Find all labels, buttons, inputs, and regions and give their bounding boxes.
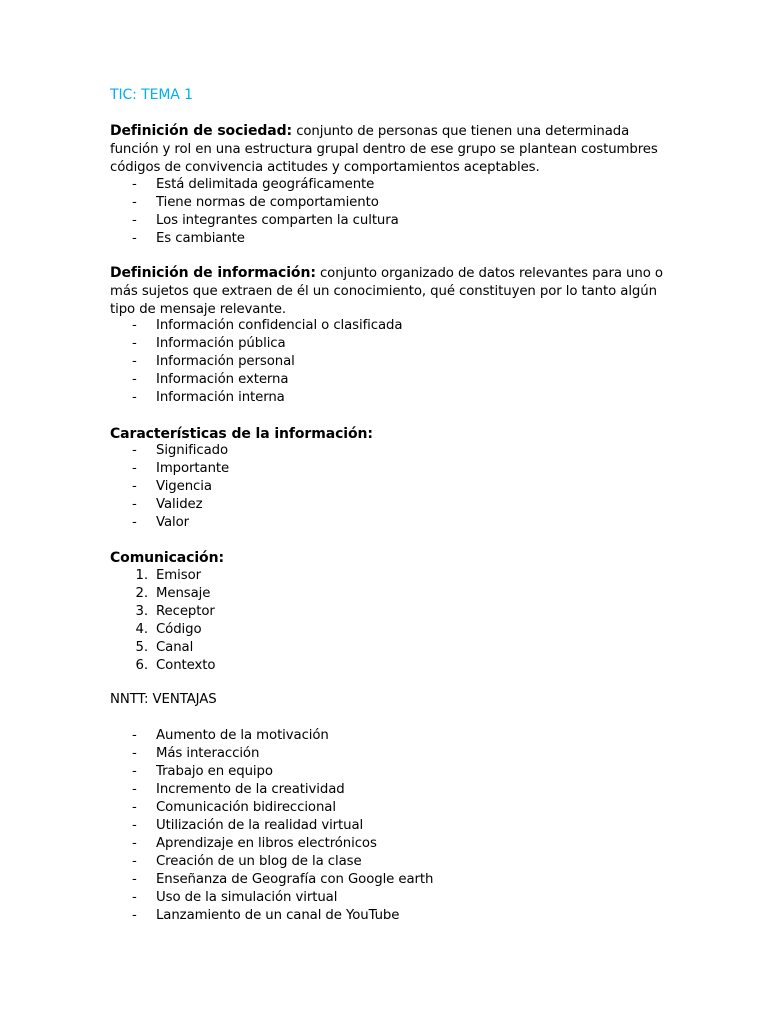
list-item-text: Enseñanza de Geografía con Google earth: [156, 872, 434, 887]
list-item: [110, 745, 670, 763]
caracteristicas-list: [110, 442, 670, 532]
list-item: [110, 603, 670, 621]
list-item-text: Información pública: [156, 336, 286, 351]
list-item: [110, 639, 670, 657]
list-item-text: Información interna: [156, 390, 285, 405]
list-item: [110, 371, 670, 389]
dash-marker: -: [132, 231, 137, 246]
list-item: [110, 871, 670, 889]
comunicacion-list: [110, 567, 670, 675]
number-marker: 5.: [135, 640, 148, 655]
sociedad-text: conjunto de personas que tienen una determinada función y rol en una estructura grupal dentro de ese grupo se plantean costumbres códigos de convivencia actitudes y comportamientos aceptables.: [110, 124, 658, 175]
dash-marker: -: [132, 764, 137, 779]
list-item: [110, 194, 670, 212]
list-item-text: Aumento de la motivación: [156, 728, 329, 743]
list-item: [110, 889, 670, 907]
list-item: [110, 763, 670, 781]
list-item-text: Información externa: [156, 372, 289, 387]
list-item-text: Tiene normas de comportamiento: [156, 195, 379, 210]
sociedad-definition: [110, 122, 670, 177]
sociedad-list: [110, 176, 670, 248]
list-item-text: Canal: [156, 640, 194, 655]
dash-marker: -: [132, 515, 137, 530]
dash-marker: -: [132, 800, 137, 815]
list-item: [110, 317, 670, 335]
dash-marker: -: [132, 836, 137, 851]
dash-marker: -: [132, 177, 137, 192]
comunicacion-heading: Comunicación:: [110, 550, 224, 566]
dash-marker: -: [132, 854, 137, 869]
dash-marker: -: [132, 479, 137, 494]
list-item: [110, 585, 670, 603]
dash-marker: -: [132, 390, 137, 405]
number-marker: 1.: [135, 568, 148, 583]
dash-marker: -: [132, 890, 137, 905]
list-item-text: Validez: [156, 497, 203, 512]
dash-marker: -: [132, 728, 137, 743]
list-item: [110, 212, 670, 230]
sociedad-lead: Definición de sociedad:: [110, 123, 293, 139]
dash-marker: -: [132, 908, 137, 923]
list-item-text: Es cambiante: [156, 231, 245, 246]
dash-marker: -: [132, 461, 137, 476]
informacion-list: [110, 317, 670, 407]
dash-marker: -: [132, 872, 137, 887]
number-marker: 3.: [135, 604, 148, 619]
list-item: [110, 781, 670, 799]
list-item: [110, 799, 670, 817]
list-item-text: Significado: [156, 443, 229, 458]
document-title: TIC: TEMA 1: [110, 87, 193, 103]
dash-marker: -: [132, 497, 137, 512]
list-item: [110, 567, 670, 585]
list-item-text: Incremento de la creatividad: [156, 782, 345, 797]
dash-marker: -: [132, 782, 137, 797]
list-item: [110, 621, 670, 639]
list-item-text: Emisor: [156, 568, 201, 583]
dash-marker: -: [132, 354, 137, 369]
list-item-text: Valor: [156, 515, 190, 530]
list-item: [110, 657, 670, 675]
list-item: [110, 817, 670, 835]
list-item: [110, 727, 670, 745]
list-item-text: Trabajo en equipo: [156, 764, 273, 779]
nntt-list: [110, 727, 670, 925]
list-item: [110, 335, 670, 353]
dash-marker: -: [132, 336, 137, 351]
list-item-text: Más interacción: [156, 746, 260, 761]
list-item: [110, 496, 670, 514]
list-item: [110, 478, 670, 496]
dash-marker: -: [132, 443, 137, 458]
list-item: [110, 230, 670, 248]
list-item-text: Mensaje: [156, 586, 211, 601]
list-item-text: Información personal: [156, 354, 295, 369]
informacion-definition: [110, 264, 670, 319]
list-item-text: Está delimitada geográficamente: [156, 177, 375, 192]
list-item-text: Los integrantes comparten la cultura: [156, 213, 399, 228]
list-item: [110, 853, 670, 871]
dash-marker: -: [132, 818, 137, 833]
informacion-lead: Definición de información:: [110, 265, 316, 281]
list-item-text: Creación de un blog de la clase: [156, 854, 362, 869]
number-marker: 6.: [135, 658, 148, 673]
caracteristicas-heading: Características de la información:: [110, 426, 373, 442]
list-item-text: Aprendizaje en libros electrónicos: [156, 836, 377, 851]
list-item-text: Importante: [156, 461, 230, 476]
dash-marker: -: [132, 213, 137, 228]
list-item-text: Contexto: [156, 658, 216, 673]
list-item-text: Vigencia: [156, 479, 212, 494]
list-item-text: Código: [156, 622, 202, 637]
dash-marker: -: [132, 318, 137, 333]
list-item: [110, 389, 670, 407]
list-item: [110, 442, 670, 460]
list-item-text: Comunicación bidireccional: [156, 800, 336, 815]
informacion-text: conjunto organizado de datos relevantes para uno o más sujetos que extraen de él un conocimiento, qué constituyen por lo tanto algún tipo de mensaje relevante.: [110, 266, 663, 317]
list-item: [110, 907, 670, 925]
list-item-text: Lanzamiento de un canal de YouTube: [156, 908, 400, 923]
list-item-text: Uso de la simulación virtual: [156, 890, 338, 905]
list-item-text: Utilización de la realidad virtual: [156, 818, 364, 833]
list-item-text: Receptor: [156, 604, 215, 619]
list-item: [110, 835, 670, 853]
number-marker: 2.: [135, 586, 148, 601]
number-marker: 4.: [135, 622, 148, 637]
list-item: [110, 176, 670, 194]
list-item: [110, 353, 670, 371]
dash-marker: -: [132, 372, 137, 387]
list-item: [110, 514, 670, 532]
dash-marker: -: [132, 746, 137, 761]
list-item: [110, 460, 670, 478]
list-item-text: Información confidencial o clasificada: [156, 318, 403, 333]
dash-marker: -: [132, 195, 137, 210]
nntt-heading: NNTT: VENTAJAS: [110, 692, 217, 707]
